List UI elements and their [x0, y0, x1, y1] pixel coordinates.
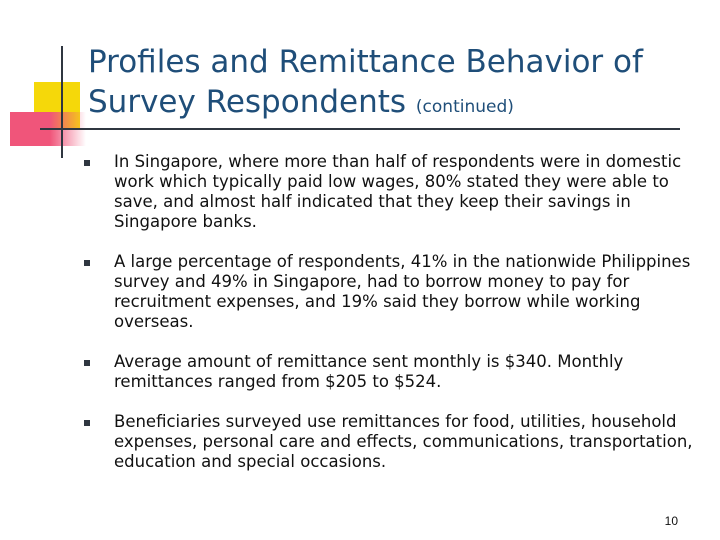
bullet-text: Average amount of remittance sent monthly is $340. Monthly remittances ranged from $205 to $524. [114, 352, 624, 391]
bullet-text: Beneficiaries surveyed use remittances for food, utilities, household expenses, personal care and effects, communications, transportation, education and special occasions. [114, 412, 693, 471]
bullet-item [84, 412, 694, 472]
square-bullet-icon [84, 260, 90, 266]
decor-horizontal-line [40, 128, 680, 130]
slide-title-main: Profiles and Remittance Behavior of Survey Respondents [88, 44, 643, 120]
square-bullet-icon [84, 420, 90, 426]
decor-vertical-line [61, 46, 63, 158]
bullet-item [84, 152, 694, 232]
bullet-text: A large percentage of respondents, 41% in the nationwide Philippines survey and 49% in Singapore, had to borrow money to pay for recruitment expenses, and 19% said they borrow while working overseas. [114, 252, 691, 331]
bullet-text: In Singapore, where more than half of respondents were in domestic work which typically paid low wages, 80% stated they were able to save, and almost half indicated that they keep their savings in Singapore banks. [114, 152, 682, 231]
page-number: 10 [664, 514, 678, 528]
slide-title [88, 42, 688, 127]
bullet-item [84, 352, 694, 392]
slide-title-sub: (continued) [415, 97, 514, 117]
bullet-item [84, 252, 694, 332]
square-bullet-icon [84, 160, 90, 166]
bullet-list [84, 152, 694, 492]
square-bullet-icon [84, 360, 90, 366]
